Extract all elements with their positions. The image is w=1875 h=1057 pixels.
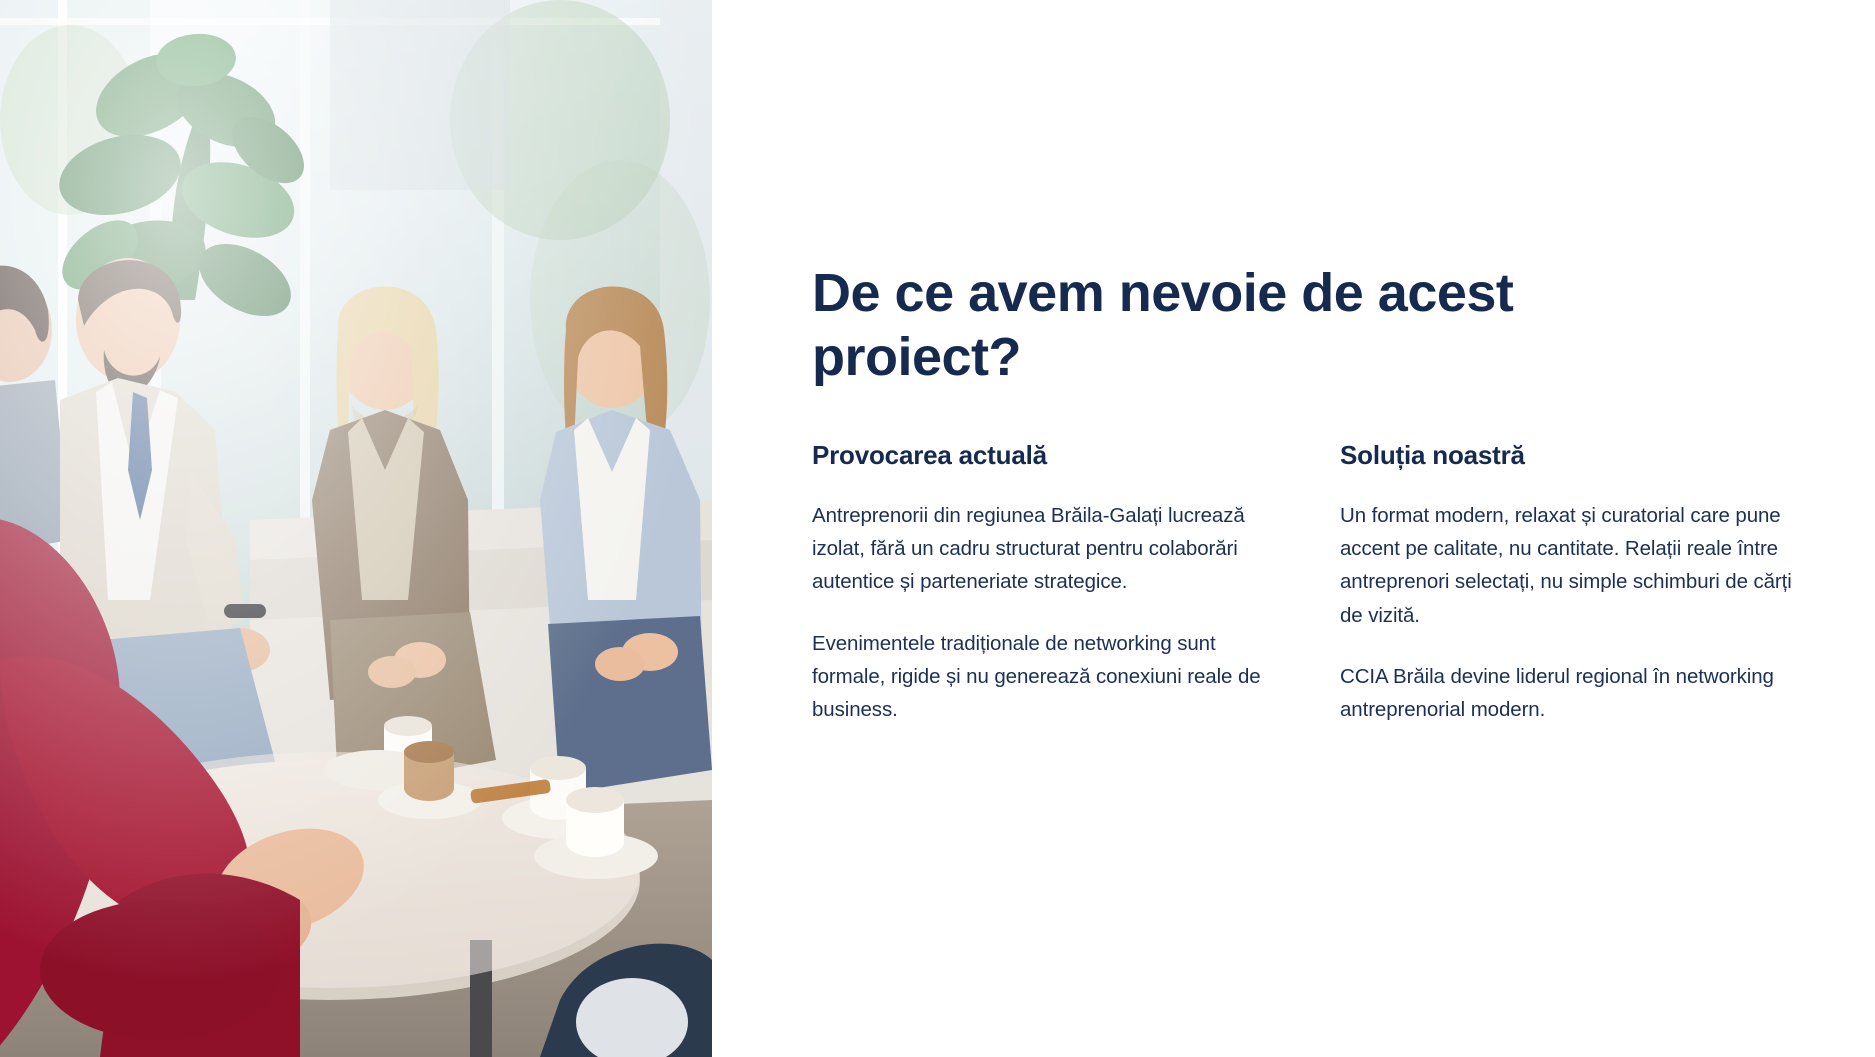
- column-solution-paragraph-2: CCIA Brăila devine liderul regional în networking antreprenorial modern.: [1340, 664, 1774, 722]
- column-solution: [1340, 440, 1800, 726]
- column-solution-paragraph-1: Un format modern, relaxat și curatorial care pune accent pe calitate, nu cantitate. Relații reale între antreprenori selectați, nu simple schimburi de cărți de vizită.: [1340, 504, 1792, 627]
- photo-panel: [0, 0, 712, 1057]
- networking-photo: [0, 0, 712, 1057]
- column-challenge-paragraph-1: Antreprenorii din regiunea Brăila-Galați lucrează izolat, fără un cadru structurat pentru colaborări autentice și parteneriate strategice.: [812, 504, 1245, 594]
- column-challenge-title: Provocarea actuală: [812, 440, 1047, 470]
- content-panel: [712, 0, 1875, 1057]
- column-challenge-paragraph-2: Evenimentele tradiționale de networking sunt formale, rigide și nu generează conexiuni reale de business.: [812, 631, 1261, 722]
- column-challenge: [812, 440, 1272, 726]
- columns-container: [812, 440, 1832, 726]
- column-solution-title: Soluția noastră: [1340, 440, 1525, 470]
- page-title: De ce avem nevoie de acest proiect?: [812, 263, 1514, 388]
